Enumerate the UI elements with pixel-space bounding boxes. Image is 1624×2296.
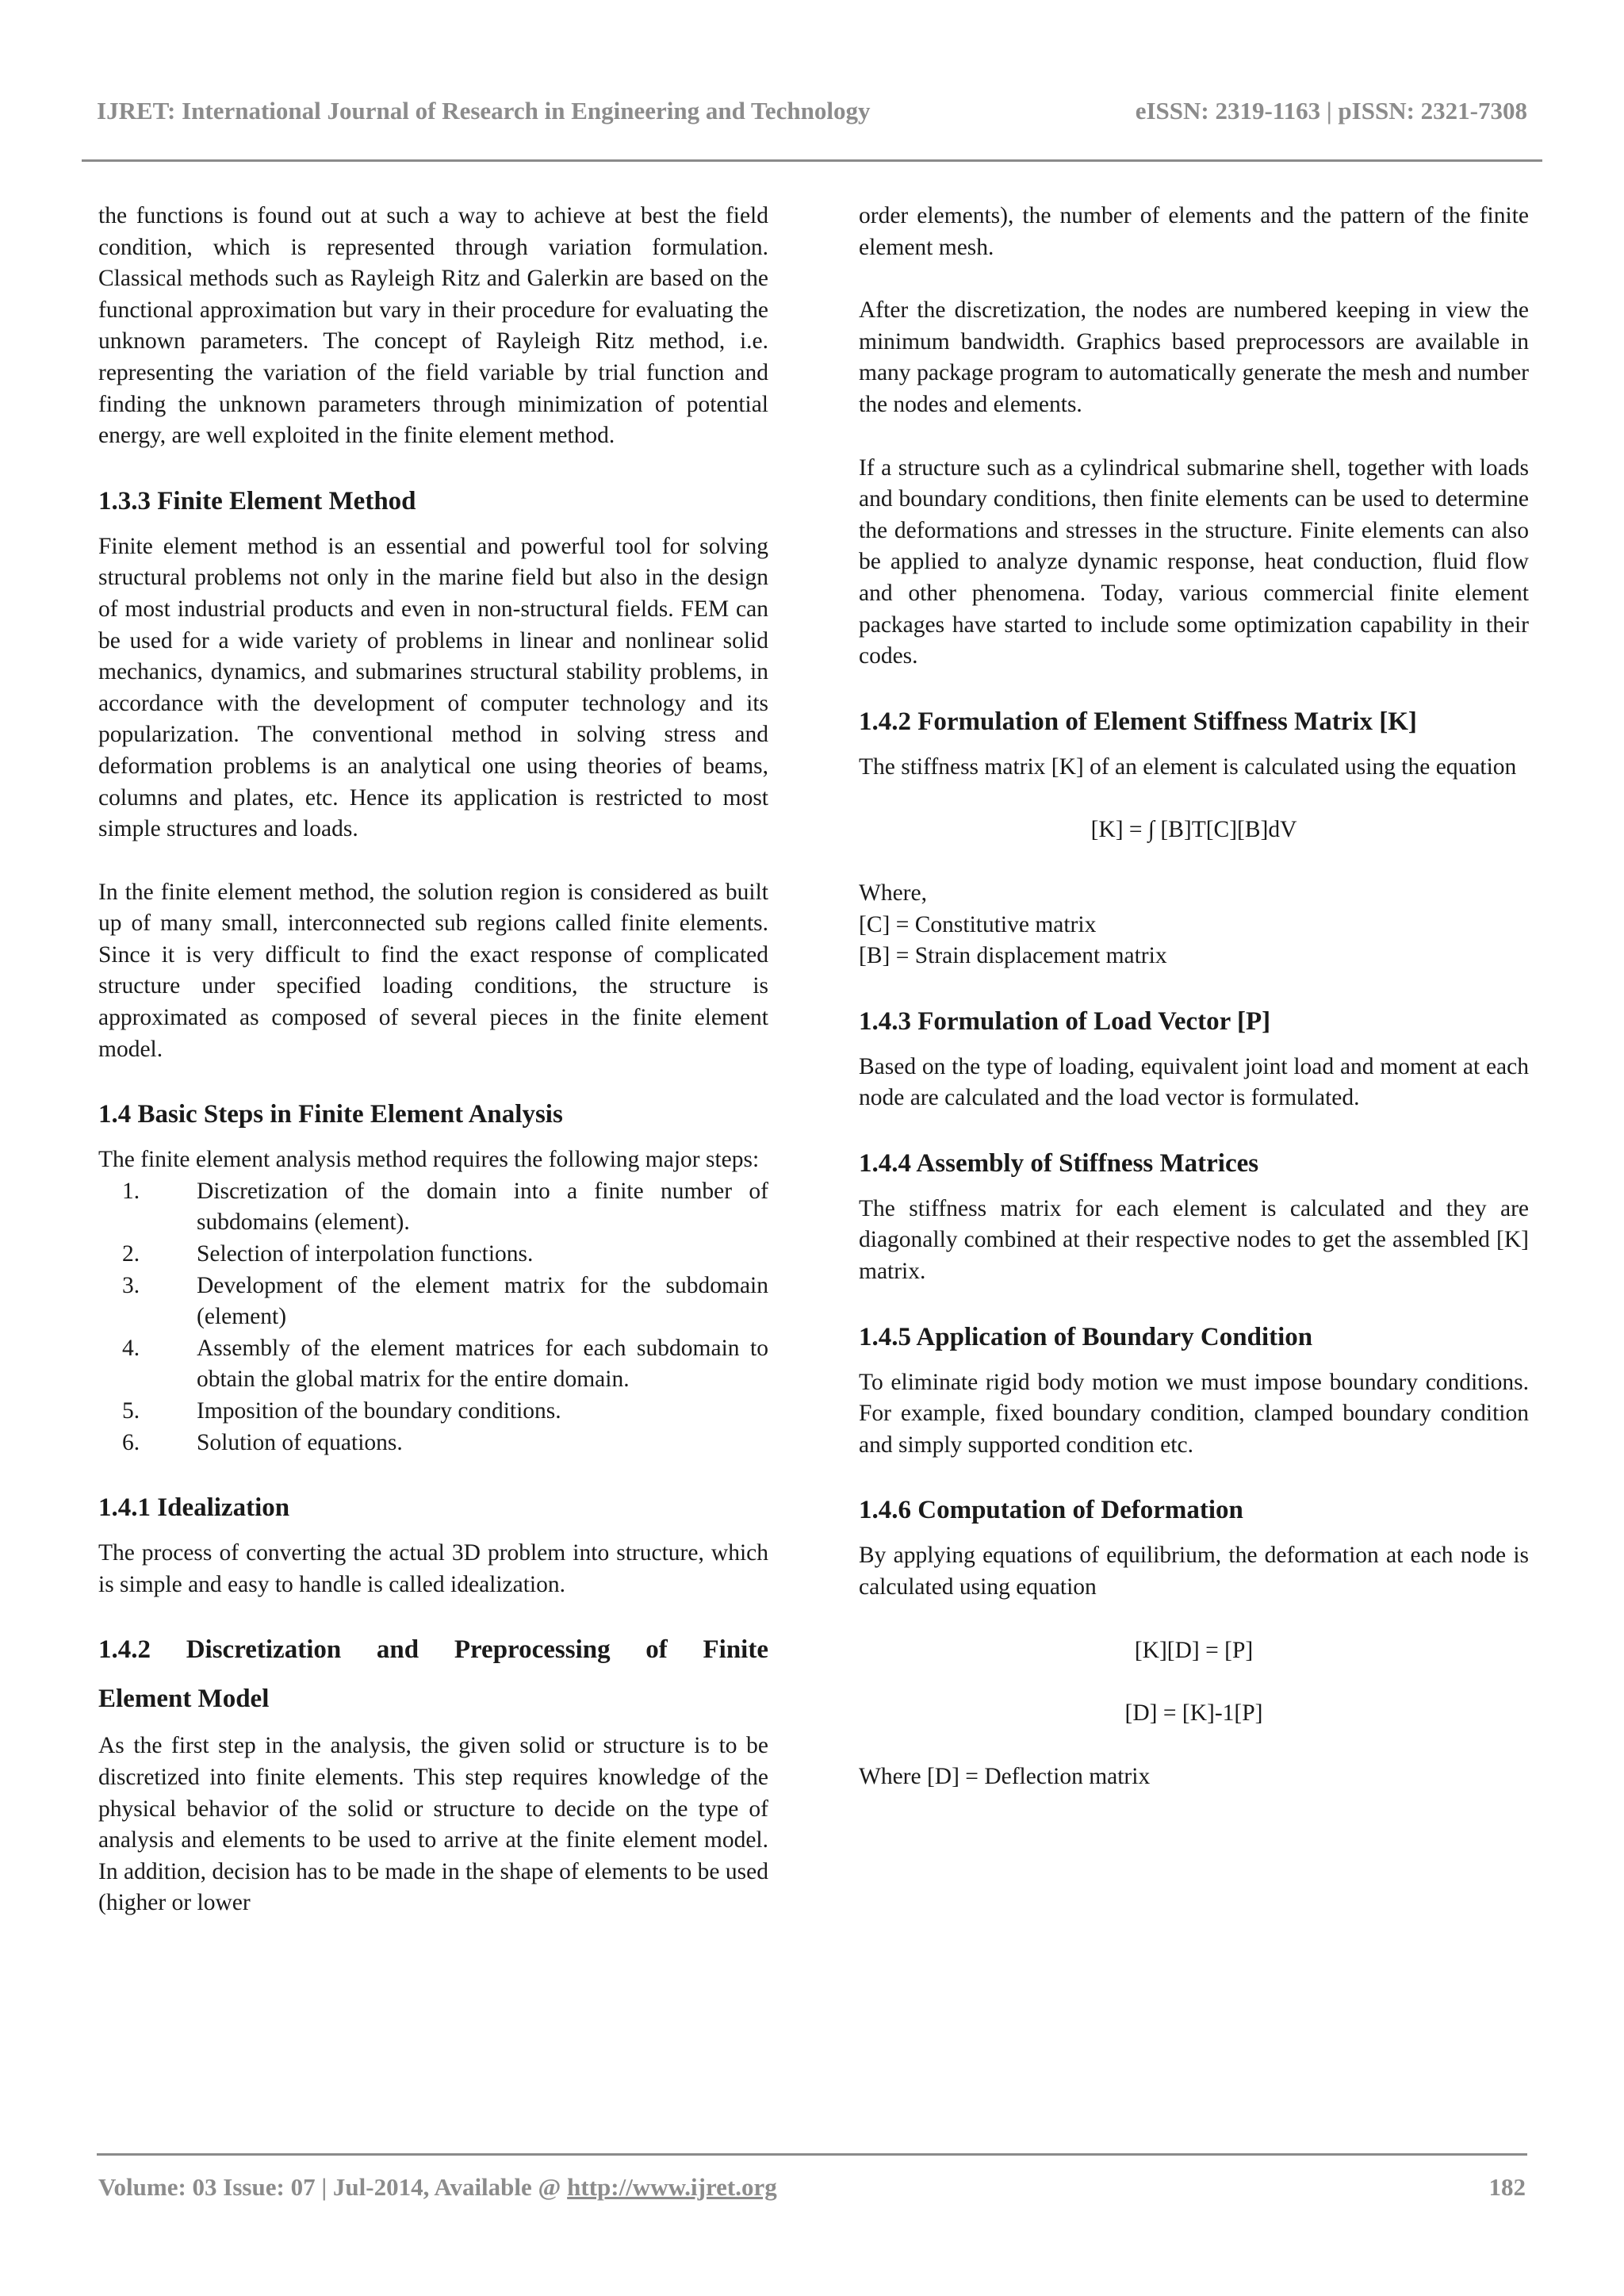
paragraph: order elements), the number of elements and the pattern of the finite element mesh. — [859, 203, 1529, 260]
list-item — [98, 1239, 768, 1271]
list-number: 6. — [122, 1429, 140, 1455]
footer-rule — [97, 2153, 1527, 2156]
equation-equilibrium: [K][D] = [P] — [1134, 1637, 1254, 1663]
equation-stiffness: [K] = ∫ [B]T[C][B]dV — [1090, 817, 1297, 843]
list-number: 5. — [122, 1398, 140, 1424]
list-item — [98, 1396, 768, 1428]
running-header — [97, 97, 1527, 125]
paragraph: Where [D] = Deflection matrix — [859, 1763, 1151, 1789]
paragraph: In the finite element method, the solution region is considered as built up of many small, interconnected sub regions called finite elements. Since it is very difficult to find the exact response of complicated structure under specified loading conditions, the structure is approximated as composed of several pieces in the finite element model. — [98, 879, 768, 1062]
list-item — [98, 1176, 768, 1239]
section-heading-1-4-2-stiffness: 1.4.2 Formulation of Element Stiffness Matrix [K] — [859, 707, 1417, 736]
left-column — [98, 201, 768, 1951]
heading-line-2: Element Model — [98, 1685, 270, 1714]
where-label: Where, — [859, 880, 927, 906]
running-footer — [98, 2173, 1526, 2202]
paragraph: As the first step in the analysis, the given solid or structure is to be discretized into finite elements. This step requires knowledge of the physical behavior of the solid or structure to decide on the type of analysis and elements to be used to arrive at the finite element model. In addition, decision has to be made in the shape of elements to be used (higher or lower — [98, 1733, 768, 1916]
list-item — [98, 1428, 768, 1459]
journal-title: IJRET: International Journal of Research in Engineering and Technology — [97, 97, 871, 125]
section-heading-1-4-6: 1.4.6 Computation of Deformation — [859, 1496, 1243, 1525]
paragraph: After the discretization, the nodes are numbered keeping in view the minimum bandwidth. Graphics based preprocessors are available in many package program to automatically generate the mesh and number the nodes and elements. — [859, 297, 1529, 417]
section-heading-1-4: 1.4 Basic Steps in Finite Element Analysis — [98, 1100, 563, 1129]
right-column — [859, 201, 1529, 1824]
footer-volume-text: Volume: 03 Issue: 07 | Jul-2014, Available @ — [98, 2173, 568, 2201]
list-item — [98, 1271, 768, 1333]
list-text: Selection of interpolation functions. — [197, 1241, 534, 1267]
list-text: Assembly of the element matrices for each subdomain to obtain the global matrix for the entire domain. — [197, 1335, 768, 1393]
section-heading-1-4-3: 1.4.3 Formulation of Load Vector [P] — [859, 1006, 1271, 1036]
list-text: Development of the element matrix for the subdomain (element) — [197, 1272, 768, 1330]
page-number: 182 — [1488, 2173, 1526, 2201]
list-text: Discretization of the domain into a finite number of subdomains (element). — [197, 1178, 768, 1236]
paragraph: the functions is found out at such a way to achieve at best the field condition, which is represented through variation formulation. Classical methods such as Rayleigh Ritz and Galerkin are based on the functional approximation but vary in their procedure for evaluating the unknown parameters. The concept of Rayleigh Ritz method, i.e. representing the variation of the field variable by trial function and finding the unknown parameters through minimization of potential energy, are well exploited in the finite element method. — [98, 203, 768, 449]
steps-list — [98, 1176, 768, 1458]
paragraph: By applying equations of equilibrium, the deformation at each node is calculated using equation — [859, 1543, 1529, 1600]
heading-line-1: 1.4.2 Discretization and Preprocessing of Finite — [98, 1635, 768, 1665]
paragraph: The stiffness matrix [K] of an element is calculated using the equation — [859, 753, 1517, 780]
section-heading-1-4-4: 1.4.4 Assembly of Stiffness Matrices — [859, 1148, 1259, 1178]
list-number: 1. — [122, 1178, 140, 1204]
issn-text: eISSN: 2319-1163 | pISSN: 2321-7308 — [1135, 97, 1527, 125]
paragraph: To eliminate rigid body motion we must impose boundary conditions. For example, fixed boundary condition, clamped boundary condition and simply supported condition etc. — [859, 1369, 1529, 1458]
paragraph: The process of converting the actual 3D problem into structure, which is simple and easy to handle is called idealization. — [98, 1540, 768, 1597]
list-text: Imposition of the boundary conditions. — [197, 1398, 561, 1424]
where-c: [C] = Constitutive matrix — [859, 911, 1097, 937]
section-heading-1-3-3: 1.3.3 Finite Element Method — [98, 486, 416, 516]
section-heading-1-4-5: 1.4.5 Application of Boundary Condition — [859, 1322, 1313, 1351]
header-rule — [82, 159, 1542, 162]
paragraph: Based on the type of loading, equivalent joint load and moment at each node are calculated and the load vector is formulated. — [859, 1053, 1529, 1111]
section-heading-1-4-1: 1.4.1 Idealization — [98, 1493, 290, 1523]
paragraph: The stiffness matrix for each element is calculated and they are diagonally combined at their respective nodes to get the assembled [K] matrix. — [859, 1195, 1529, 1285]
paragraph: If a structure such as a cylindrical submarine shell, together with loads and boundary conditions, then finite elements can be used to determine the deformations and stresses in the structure. Finite elements can also be applied to analyze dynamic response, heat conduction, fluid flow and other phenomena. Today, various commercial finite element packages have started to include some optimization capability in their codes. — [859, 454, 1529, 669]
list-text: Solution of equations. — [197, 1429, 403, 1455]
journal-link[interactable]: http://www.ijret.org — [567, 2173, 777, 2201]
list-number: 4. — [122, 1335, 140, 1361]
list-number: 2. — [122, 1241, 140, 1267]
list-number: 3. — [122, 1272, 140, 1298]
footer-volume-info — [98, 2173, 777, 2202]
paragraph: Finite element method is an essential and powerful tool for solving structural problems not only in the marine field but also in the design of most industrial products and even in non-structural fields. FEM can be used for a wide variety of problems in linear and nonlinear solid mechanics, dynamics, and submarines structural stability problems, in accordance with the development of computer technology and its popularization. The conventional method in solving stress and deformation problems is an analytical one using theories of beams, columns and plates, etc. Hence its application is restricted to most simple structures and loads. — [98, 533, 768, 842]
paragraph: The finite element analysis method requires the following major steps: — [98, 1147, 760, 1173]
equation-deflection: [D] = [K]-1[P] — [1124, 1700, 1263, 1727]
section-heading-1-4-2-discretization — [98, 1632, 768, 1716]
where-b: [B] = Strain displacement matrix — [859, 943, 1167, 969]
list-item — [98, 1333, 768, 1396]
